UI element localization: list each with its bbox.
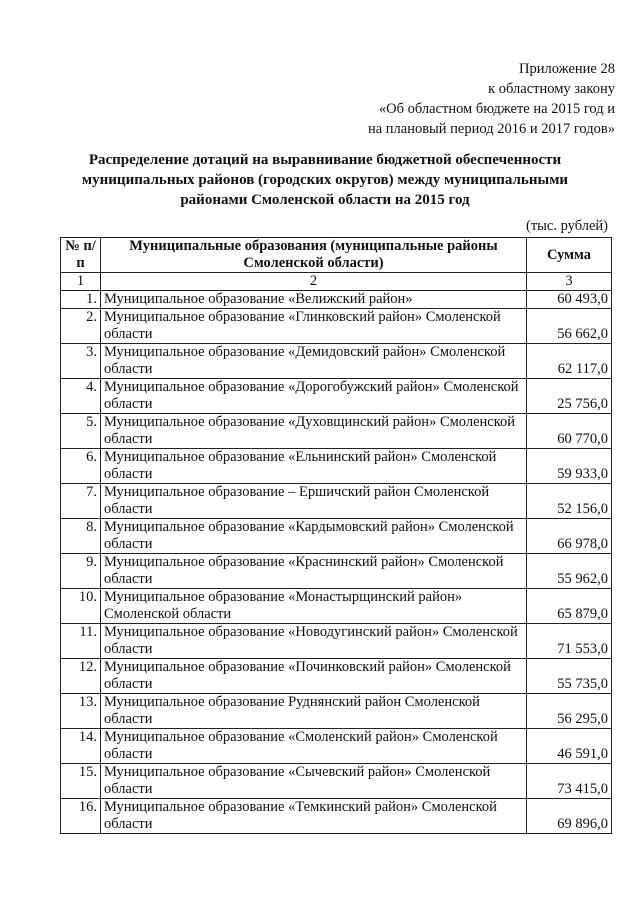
row-name: Муниципальное образование «Темкинский район» Смоленской области: [101, 799, 527, 834]
appendix-line: «Об областном бюджете на 2015 год и: [378, 101, 615, 117]
row-number: 9.: [61, 554, 101, 589]
row-sum: 73 415,0: [527, 764, 612, 799]
table-row: [61, 659, 612, 694]
row-number: 2.: [61, 309, 101, 344]
row-name: Муниципальное образование «Новодугинский район» Смоленской области: [101, 624, 527, 659]
header-name: Муниципальные образования (муниципальные районы Смоленской области): [101, 238, 527, 273]
title-line: Распределение дотаций на выравнивание бюджетной обеспеченности: [88, 152, 562, 168]
row-name: Муниципальное образование «Велижский район»: [101, 291, 527, 309]
row-sum: 56 662,0: [527, 309, 612, 344]
appendix-caption: [368, 59, 615, 139]
row-name: Муниципальное образование – Ершичский район Смоленской области: [101, 484, 527, 519]
row-name: Муниципальное образование «Демидовский район» Смоленской области: [101, 344, 527, 379]
row-sum: 69 896,0: [527, 799, 612, 834]
column-number: 1: [61, 273, 101, 291]
row-sum: 56 295,0: [527, 694, 612, 729]
table-row: [61, 291, 612, 309]
row-number: 11.: [61, 624, 101, 659]
appendix-line: Приложение 28: [519, 61, 615, 77]
appendix-line: к областному закону: [488, 81, 615, 97]
row-name: Муниципальное образование «Монастырщинский район» Смоленской области: [101, 589, 527, 624]
table-row: [61, 694, 612, 729]
appendix-line: на плановый период 2016 и 2017 годов»: [367, 121, 615, 137]
row-sum: 46 591,0: [527, 729, 612, 764]
row-number: 13.: [61, 694, 101, 729]
row-number: 12.: [61, 659, 101, 694]
header-number: № п/п: [61, 238, 101, 273]
row-name: Муниципальное образование «Краснинский район» Смоленской области: [101, 554, 527, 589]
table-row: [61, 484, 612, 519]
table-row: [61, 344, 612, 379]
row-name: Муниципальное образование «Ельнинский район» Смоленской области: [101, 449, 527, 484]
row-sum: 60 493,0: [527, 291, 612, 309]
row-name: Муниципальное образование «Дорогобужский район» Смоленской области: [101, 379, 527, 414]
row-number: 14.: [61, 729, 101, 764]
table-row: [61, 764, 612, 799]
table-row: [61, 414, 612, 449]
row-sum: 25 756,0: [527, 379, 612, 414]
row-name: Муниципальное образование «Глинковский район» Смоленской области: [101, 309, 527, 344]
units-label: (тыс. рублей): [526, 218, 608, 234]
table-row: [61, 379, 612, 414]
table-row: [61, 799, 612, 834]
row-sum: 55 962,0: [527, 554, 612, 589]
row-number: 3.: [61, 344, 101, 379]
subsidy-table: [60, 237, 612, 834]
row-number: 5.: [61, 414, 101, 449]
row-sum: 62 117,0: [527, 344, 612, 379]
row-name: Муниципальное образование «Смоленский район» Смоленской области: [101, 729, 527, 764]
row-name: Муниципальное образование «Сычевский район» Смоленской области: [101, 764, 527, 799]
row-name: Муниципальное образование «Починковский район» Смоленской области: [101, 659, 527, 694]
row-number: 10.: [61, 589, 101, 624]
row-number: 4.: [61, 379, 101, 414]
row-name: Муниципальное образование «Кардымовский район» Смоленской области: [101, 519, 527, 554]
row-name: Муниципальное образование Руднянский район Смоленской области: [101, 694, 527, 729]
row-sum: 59 933,0: [527, 449, 612, 484]
row-sum: 66 978,0: [527, 519, 612, 554]
row-sum: 65 879,0: [527, 589, 612, 624]
row-name: Муниципальное образование «Духовщинский район» Смоленской области: [101, 414, 527, 449]
header-sum: Сумма: [527, 238, 612, 273]
row-sum: 55 735,0: [527, 659, 612, 694]
table-row: [61, 519, 612, 554]
title-line: районами Смоленской области на 2015 год: [180, 192, 470, 208]
row-number: 6.: [61, 449, 101, 484]
column-number: 2: [101, 273, 527, 291]
document-title: [60, 150, 590, 210]
table-row: [61, 554, 612, 589]
row-number: 8.: [61, 519, 101, 554]
table-row: [61, 624, 612, 659]
row-number: 15.: [61, 764, 101, 799]
title-line: муниципальных районов (городских округов) между муниципальными: [81, 172, 569, 188]
table-row: [61, 449, 612, 484]
row-sum: 71 553,0: [527, 624, 612, 659]
table-row: [61, 309, 612, 344]
row-number: 16.: [61, 799, 101, 834]
row-number: 7.: [61, 484, 101, 519]
column-number: 3: [527, 273, 612, 291]
table-row: [61, 729, 612, 764]
row-number: 1.: [61, 291, 101, 309]
table-row: [61, 589, 612, 624]
row-sum: 60 770,0: [527, 414, 612, 449]
row-sum: 52 156,0: [527, 484, 612, 519]
